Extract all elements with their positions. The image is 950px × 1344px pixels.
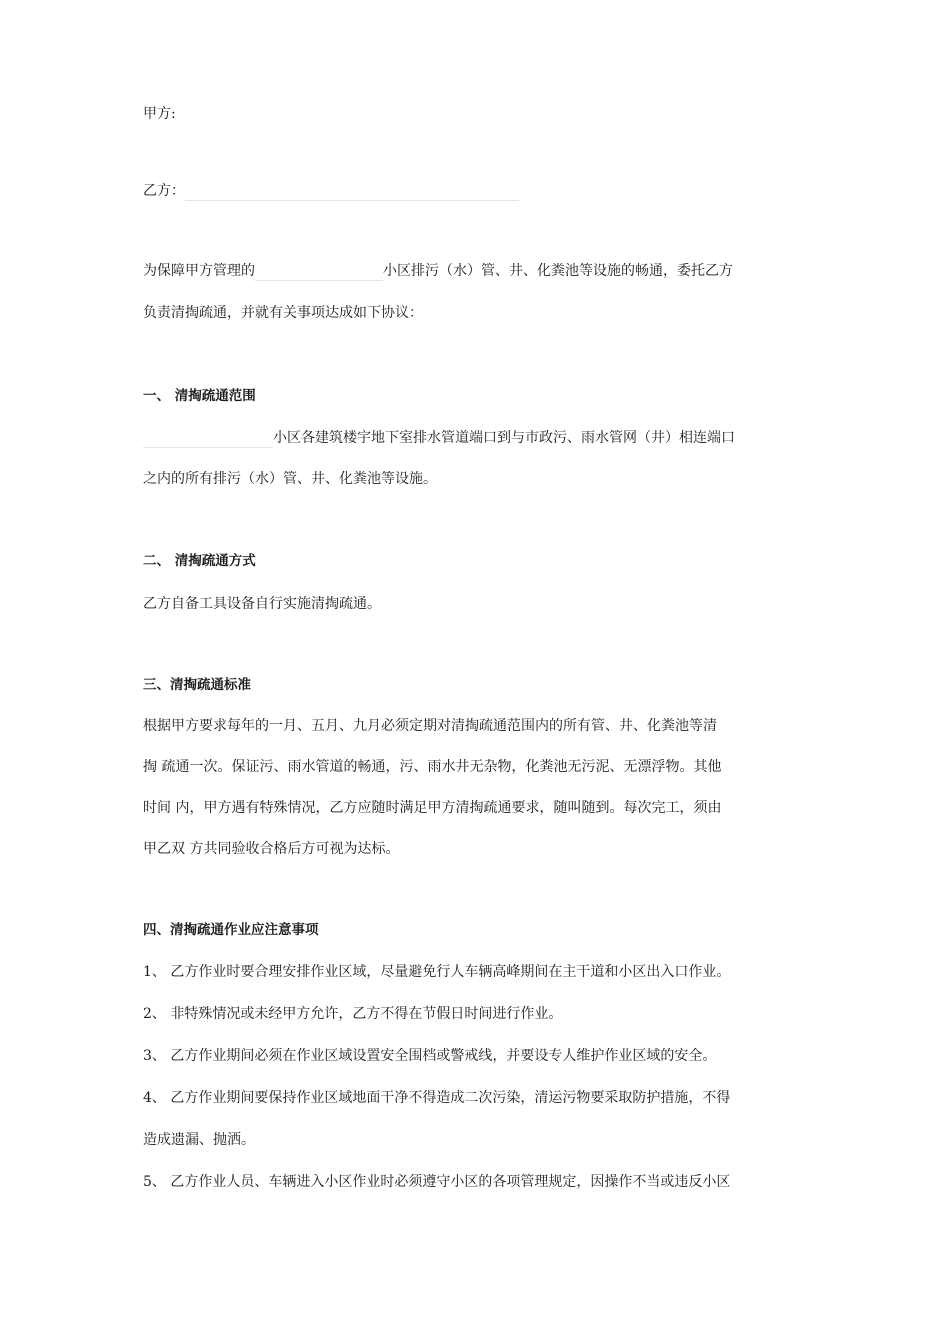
- section-1-line-1-text: 小区各建筑楼宇地下室排水管道端口到与市政污、雨水管网（井）相连端口: [273, 430, 735, 446]
- section-3-heading: 三、清掏疏通标准: [143, 677, 251, 693]
- section-1-line-2: 之内的所有排污（水）管、井、化粪池等设施。: [143, 471, 437, 487]
- section-3-line: 时间 内，甲方遇有特殊情况，乙方应随时满足甲方清掏疏通要求，随叫随到。每次完工，须由: [143, 800, 722, 816]
- section-4-item: 1、 乙方作业时要合理安排作业区域，尽量避免行人车辆高峰期间在主干道和小区出入口作业。: [143, 964, 731, 980]
- section-1-heading: 一、 清掏疏通范围: [143, 388, 256, 404]
- section-1-community-blank-field[interactable]: [143, 431, 273, 448]
- section-4-item: 3、 乙方作业期间必须在作业区域设置安全围档或警戒线，并要设专人维护作业区域的安全。: [143, 1048, 717, 1064]
- party-b-row: [143, 181, 519, 201]
- section-3-line: 甲乙双 方共同验收合格后方可视为达标。: [143, 841, 400, 857]
- section-1-line-1: [143, 428, 735, 448]
- intro-line-1: [143, 261, 733, 281]
- section-4-item-continued: 造成遗漏、抛洒。: [143, 1132, 255, 1148]
- intro-prefix: 为保障甲方管理的: [143, 263, 255, 279]
- party-b-label: 乙方：: [143, 183, 185, 199]
- community-name-blank-field[interactable]: [255, 264, 383, 281]
- party-b-blank-field[interactable]: [185, 184, 519, 201]
- section-4-item: 5、 乙方作业人员、车辆进入小区作业时必须遵守小区的各项管理规定，因操作不当或违反小区: [143, 1174, 731, 1190]
- section-3-line: 掏 疏通一次。保证污、雨水管道的畅通，污、雨水井无杂物，化粪池无污泥、无漂浮物。其他: [143, 759, 722, 775]
- section-2-line-1: 乙方自备工具设备自行实施清掏疏通。: [143, 596, 381, 612]
- section-4-item: 4、 乙方作业期间要保持作业区域地面干净不得造成二次污染，清运污物要采取防护措施，不得: [143, 1090, 731, 1106]
- section-4-item: 2、 非特殊情况或未经甲方允许，乙方不得在节假日时间进行作业。: [143, 1006, 563, 1022]
- section-4-heading: 四、清掏疏通作业应注意事项: [143, 922, 319, 938]
- section-2-heading: 二、 清掏疏通方式: [143, 553, 256, 569]
- section-3-line: 根据甲方要求每年的一月、五月、九月必须定期对清掏疏通范围内的所有管、井、化粪池等清: [143, 718, 717, 734]
- party-a-label: 甲方:: [143, 106, 176, 122]
- intro-line-2: 负责清掏疏通，并就有关事项达成如下协议：: [143, 305, 423, 321]
- intro-suffix: 小区排污（水）管、井、化粪池等设施的畅通，委托乙方: [383, 263, 733, 279]
